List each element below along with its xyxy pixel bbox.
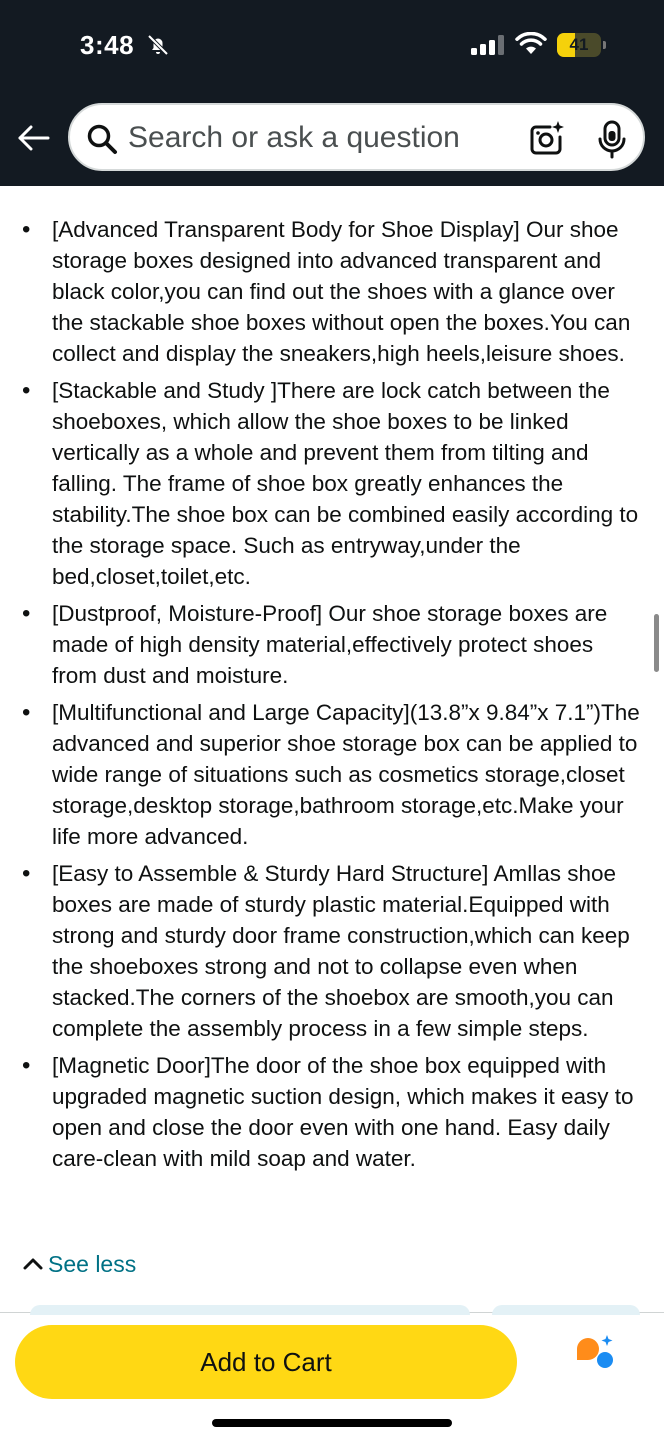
chevron-up-icon [22, 1255, 44, 1273]
battery-indicator [557, 33, 605, 57]
bullet-item: • [Advanced Transparent Body for Shoe Display] Our shoe storage boxes designed into advanced transparent and black color,you can find out the shoes with a glance over the stackable shoe boxes without open the boxes.You can collect and display the sneakers,high heels,leisure shoes. [0, 214, 664, 369]
battery-level: 41 [569, 35, 589, 54]
scrollbar-thumb[interactable] [654, 614, 659, 672]
app-header [0, 0, 664, 186]
add-to-cart-button[interactable]: Add to Cart [15, 1325, 517, 1399]
peek-card [30, 1305, 470, 1315]
product-description [0, 186, 664, 1312]
about-item-list [0, 214, 664, 1180]
bullet-item: • [Easy to Assemble & Sturdy Hard Structure] Amllas shoe boxes are made of sturdy plastic material.Equipped with strong and sturdy door frame construction,which can keep the shoeboxes strong and not to collapse even when stacked.The corners of the shoebox are smooth,you can complete the assembly process in a few simple steps. [0, 858, 664, 1044]
see-less-label: See less [48, 1250, 137, 1277]
bell-off-icon [146, 33, 170, 57]
bullet-item: • [Dustproof, Moisture-Proof] Our shoe storage boxes are made of high density material,effectively protect shoes from dust and moisture. [0, 598, 664, 691]
see-less-link[interactable] [22, 1246, 136, 1282]
status-time: 3:48 [80, 30, 135, 60]
rufus-assistant-icon[interactable] [574, 1333, 616, 1371]
signal-icon [471, 35, 505, 55]
peek-card [492, 1305, 640, 1315]
microphone-icon[interactable] [594, 119, 630, 159]
back-arrow-icon[interactable] [14, 118, 54, 158]
bottom-action-bar [0, 1312, 664, 1440]
camera-icon[interactable] [526, 119, 566, 159]
search-bar[interactable] [68, 103, 645, 171]
bullet-item: • [Stackable and Study ]There are lock catch between the shoeboxes, which allow the shoe boxes to be linked vertically as a whole and prevent them from tilting and falling. The frame of shoe box greatly enhances the stability.The shoe box can be combined easily according to the storage space. Such as entryway,under the bed,closet,toilet,etc. [0, 375, 664, 592]
clipped-text-line [30, 186, 630, 192]
search-icon [86, 123, 118, 155]
bullet-item: • [Magnetic Door]The door of the shoe box equipped with upgraded magnetic suction design, which makes it easy to open and close the door even with one hand. Easy daily care-clean with mild soap and water. [0, 1050, 664, 1174]
bullet-item: • [Multifunctional and Large Capacity](13.8”x 9.84”x 7.1”)The advanced and superior shoe storage box can be applied to wide range of situations such as cosmetics storage,closet storage,desktop storage,bathroom storage,etc.Make your life more advanced. [0, 697, 664, 852]
home-indicator [212, 1419, 452, 1427]
wifi-icon [515, 32, 547, 56]
search-input[interactable] [128, 115, 508, 161]
